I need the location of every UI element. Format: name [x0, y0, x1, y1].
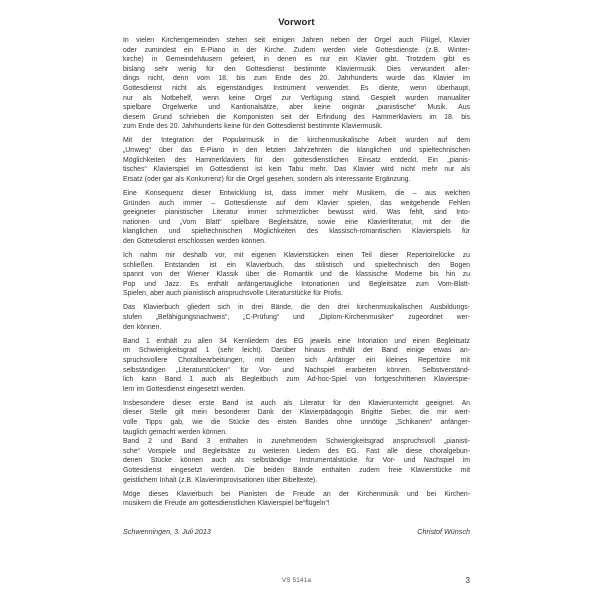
paragraph [123, 136, 470, 184]
text-line: Gottesdienst eingesetzt werden. Die beiden Bände enthalten zudem freie Klavierstücke mit [123, 466, 470, 474]
signature-place-date: Schwenningen, 3. Juli 2013 [123, 527, 211, 536]
paragraph [123, 437, 470, 485]
text-line: zum Ende des 20. Jahrhunderts keine für den Gottesdienst bestimmte Klaviermusik. [123, 123, 383, 131]
text-line: spielbare Orgelwerke und Kantionalsätze, aber keine originär „pianistische“ Musik. Aus [123, 104, 470, 112]
paragraph [123, 337, 470, 395]
text-line: lern im Gottesdienst eingesetzt werden. [123, 385, 246, 393]
paragraph [123, 490, 470, 509]
text-line: Band 1 enthält zu allen 34 Kernliedern des EG jeweils eine Intonation und einen Begleitsatz [123, 337, 470, 345]
text-line: stufen „Befähigungsnachweis“, „C-Prüfung“ und „Diplom-Kirchenmusiker“ zugeordnet wer- [123, 314, 470, 322]
paragraph [123, 36, 470, 132]
text-line: schließen. Entstanden ist ein Klavierbuch, das stilistisch und spieltechnisch den Bogen [123, 261, 470, 269]
text-line: bislang sehr wenig für den Gottesdienst bestimmte Klaviermusik. Dies verwundert aller- [123, 65, 470, 73]
text-line: geistlichem Inhalt (z.B. Klavierimprovisationen über Bibeltexte). [123, 476, 318, 484]
text-line: im Schwierigkeitsgrad 1 (sehr leicht). Darüber hinaus enthält der Band einige etwas an- [123, 347, 470, 355]
text-line: volle Tipps gab, wie die Stücke des ersten Bandes ohne unnötige „Schikanen“ anfänger- [123, 418, 470, 426]
text-line: denen Stücke können auch als selbständige Instrumentalstücke für Vor- und Nachspiel im [123, 457, 470, 465]
text-line: nationen und „Vom Blatt“ spielbare Begleitsätze, sowie eine Klavierliteratur, mit der die [123, 218, 470, 226]
preface-body [123, 36, 470, 509]
text-line: Band 2 und Band 3 enthalten in zunehmendem Schwierigkeitsgrad anspruchsvoll „pianisti- [123, 438, 470, 446]
paragraph [123, 399, 470, 437]
text-line: Ersatz (oder gar als Konkurrenz) für die Orgel gesehen, sondern als interessante Ergänzung. [123, 175, 411, 183]
text-line: dieser Stelle gilt mein besonderer Dank der Klavierpädagogin Brigitte Sieber, die mir wert- [123, 409, 470, 417]
text-line: diesem Grund schrieben die Komponisten seit der Erfindung des Hammerklaviers im 18. bis [123, 113, 470, 121]
text-line: kirche) in Gemeindehäusern gefeiert, in denen es nur ein Klavier gibt. Trotzdem gibt es [123, 56, 470, 64]
text-line: Mit der Integration der Popularmusik in die kirchenmusikalische Arbeit wurden auf dem [123, 137, 470, 145]
text-line: oder zumindest ein E-Piano in der Kirche. Zudem werden viele Gottesdienste (z.B. Winter- [123, 46, 470, 54]
text-line: Möglichkeiten des Hammerklaviers für den gottesdienstlichen Einsatz entdeckt. Ein „pianis- [123, 156, 470, 164]
paragraph [123, 251, 470, 299]
signature-row [123, 527, 470, 536]
text-line: Insbesondere dieser erste Band ist auch als Literatur für den Klavierunterricht geeignet. An [123, 399, 470, 407]
signature-author: Christof Wünsch [417, 527, 470, 536]
text-line: Das Klavierbuch gliedert sich in drei Bände, die den drei kirchenmusikalischen Ausbildungs- [123, 304, 470, 312]
text-line: geeigneter pianistischer Literatur immer schmerzlicher bewusst wird. Was fehlt, sind Into- [123, 209, 470, 217]
text-line: Eine Konsequenz dieser Entwicklung ist, dass immer mehr Musikern, die – aus welchen [123, 189, 470, 197]
page-title: Vorwort [278, 17, 315, 28]
text-line: Gründen auch immer – Gottesdienste auf dem Klavier spielen, das weitgehende Fehlen [123, 199, 470, 207]
text-line: Möge dieses Klavierbuch bei Pianisten die Freude an der Kirchenmusik und bei Kirchen- [123, 490, 470, 498]
text-line: Ich nahm mir deshalb vor, mit eigenen Klavierstücken einen Teil dieser Repertoirelücke zu [123, 251, 470, 259]
page-footer [123, 577, 470, 589]
text-line: dings nicht, denn vom 18. bis zum Ende des 20. Jahrhunderts wurde das Klavier im [123, 75, 470, 83]
text-line: „Umweg“ über das E-Piano in den letzten Jahrzehnten die klanglichen und spieltechnischen [123, 147, 470, 155]
paragraph [123, 303, 470, 332]
text-line: nur als Notbehelf, wenn keine Orgel zur Verfügung stand. Gespielt wurden manualiter [123, 94, 470, 102]
text-line: sche“ Vorspiele und Begleitsätze zu weiteren Liedern des EG. Fast alle diese choralgebun- [123, 447, 470, 455]
text-line: Gottesdienst nicht als eigenständiges Instrument verwendet. Es diente, wenn überhaupt, [123, 84, 470, 92]
text-line: spruchsvollere Choralbearbeitungen, mit denen sich Anfänger ein kleines Repertoire mit [123, 356, 470, 364]
text-line: den können. [123, 323, 162, 331]
text-line: In vielen Kirchengemeinden stehen seit einigen Jahren neben der Orgel auch Flügel, Klavier [123, 37, 470, 44]
text-line: klanglichen und spieltechnischen Möglichkeiten des klassisch-romantischen Klavierspiels für [123, 228, 470, 236]
paragraph [123, 189, 470, 247]
catalog-number: VS 5141a [281, 577, 312, 584]
page-number: 3 [465, 576, 470, 585]
text-line: musikern die Freude am gottesdienstlichen Klavierspiel be“flügeln“! [123, 500, 330, 508]
text-line: selbständigen „Literaturstücken“ für Vor- und Nachspiel erarbeiten können. Selbstverständ- [123, 366, 470, 374]
text-line: tisches“ Klavierspiel im Gottesdienst ist kein Tabu mehr. Das Klavier wird nicht mehr nur als [123, 166, 470, 174]
text-line: spannt von der Wiener Klassik über die Romantik und die klassische Moderne bis hin zu [123, 271, 470, 279]
text-line: Pop und Jazz. Es enthält anfängertaugliche Intonationen und Begleitsätze zum Vom-Blatt- [123, 280, 470, 288]
text-line: lich kann Band 1 auch als Begleitbuch zum Ad-hoc-Spiel von fortgeschrittenen Klavierspie- [123, 376, 470, 384]
text-line: den Gottesdienst erschlossen werden können. [123, 237, 266, 245]
text-line: tauglich gemacht werden können. [123, 428, 227, 436]
text-line: Spielen, aber auch pianistisch anspruchsvolle Literaturstücke für Profis. [123, 290, 344, 298]
